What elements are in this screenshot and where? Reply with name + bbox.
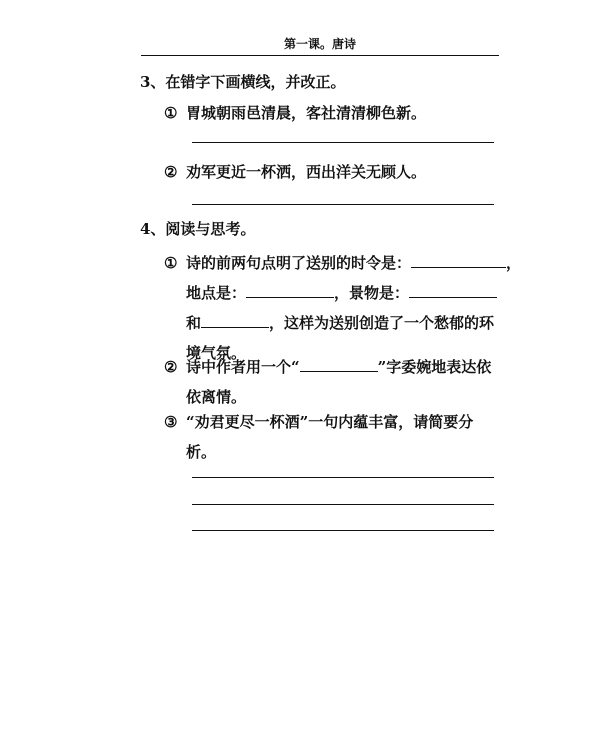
- answer-line-4-3-1[interactable]: [192, 477, 494, 478]
- item-2-line-2: 依离情。: [186, 388, 247, 406]
- item-1-line-4: 境气氛。: [186, 344, 247, 362]
- fill-blank-scenery-2[interactable]: [201, 311, 269, 328]
- item-text: “劝君更尽一杯酒”一句内蕴丰富，请简要分: [186, 413, 474, 431]
- item-1-line-1: [164, 248, 522, 278]
- fill-blank-scenery-1[interactable]: [409, 281, 497, 298]
- question-4-item-2: [164, 352, 504, 412]
- answer-line-4-3-2[interactable]: [192, 504, 494, 505]
- item-1-line-2: [164, 278, 504, 308]
- item-number: ①: [164, 254, 178, 272]
- question-3-item-1: [164, 98, 504, 128]
- item-text: 诗的前两句点明了送别的时令是：: [186, 254, 412, 272]
- item-3-line-2: 析。: [186, 443, 217, 461]
- question-3-item-2: [164, 157, 504, 187]
- fill-blank-word[interactable]: [300, 355, 378, 372]
- item-text: ，: [506, 254, 522, 272]
- item-text: 胃城朝雨邑清晨，客社清清柳色新。: [186, 104, 427, 122]
- item-number: ②: [164, 163, 178, 181]
- answer-line-3-1[interactable]: [192, 142, 494, 143]
- question-4-item-3: [164, 407, 504, 467]
- answer-line-4-3-3[interactable]: [192, 530, 494, 531]
- item-2-line-1: [164, 352, 504, 382]
- item-3-line-1: [164, 407, 504, 437]
- item-text: ，这样为送别创造了一个愁郁的环: [269, 314, 495, 332]
- item-number: ③: [164, 413, 178, 431]
- item-text: 和: [186, 314, 202, 332]
- page-header: [141, 33, 499, 56]
- fill-blank-season[interactable]: [411, 251, 506, 268]
- fill-blank-place[interactable]: [246, 281, 334, 298]
- item-text: 劝军更近一杯洒，西出洋关无顾人。: [186, 163, 427, 181]
- item-1-line-3: [164, 308, 504, 338]
- question-4-item-1: [164, 248, 522, 368]
- item-text: 地点是：: [186, 284, 247, 302]
- answer-line-3-2[interactable]: [192, 204, 494, 205]
- item-text: ，景物是：: [334, 284, 410, 302]
- item-number: ①: [164, 104, 178, 122]
- question-3-title: 3、在错字下画横线，并改正。: [140, 73, 346, 91]
- item-number: ②: [164, 358, 178, 376]
- page-title: 第一课。唐诗: [283, 37, 356, 51]
- item-text: 诗中作者用一个“: [186, 358, 300, 376]
- question-4-title: 4、阅读与思考。: [140, 220, 256, 238]
- item-text: ”字委婉地表达依: [377, 358, 492, 376]
